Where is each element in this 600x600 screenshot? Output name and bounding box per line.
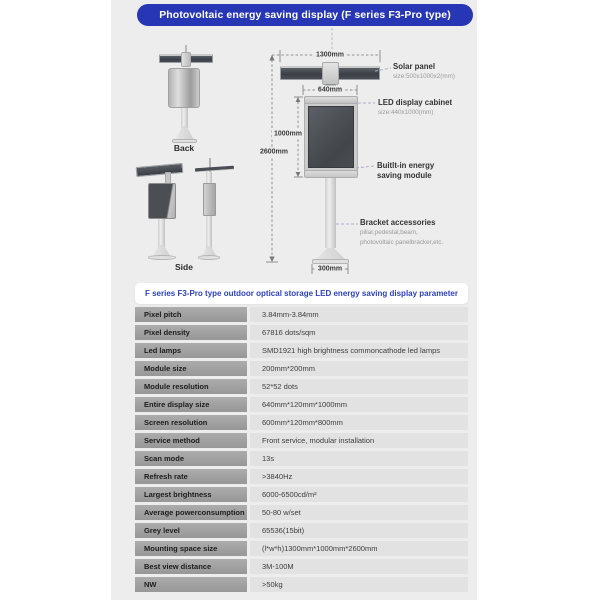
row-value: 600mm*120mm*800mm	[250, 415, 468, 430]
front-view-cabinet-bottom-cap	[304, 170, 358, 178]
row-label: Entire display size	[135, 397, 247, 412]
table-row	[135, 577, 468, 592]
side-view-left-cabinet	[148, 183, 176, 219]
table-row	[135, 433, 468, 448]
row-label: Module size	[135, 361, 247, 376]
annotation-solar-panel-title: Solar panel	[393, 62, 436, 71]
back-view-caption-text: Back	[173, 143, 195, 153]
row-value: (l*w*h)1300mm*1000mm*2600mm	[250, 541, 468, 556]
annotation-bracket-title: Bracket accessories	[360, 218, 436, 227]
back-view-solar-panel-right	[190, 54, 213, 63]
front-view-solar-mount	[322, 62, 339, 85]
side-view-caption-text: Side	[175, 262, 193, 272]
row-value: 3M-100M	[250, 559, 468, 574]
dim-total-height: 2600mm	[259, 148, 289, 156]
table-row	[135, 487, 468, 502]
side-view-right-cabinet	[203, 183, 216, 216]
back-view-solar-panel-left	[159, 54, 182, 63]
table-row	[135, 307, 468, 322]
row-label: Grey level	[135, 523, 247, 538]
row-label: Mounting space size	[135, 541, 247, 556]
table-row	[135, 325, 468, 340]
row-label: Refresh rate	[135, 469, 247, 484]
row-label: Best view distance	[135, 559, 247, 574]
row-value: >3840Hz	[250, 469, 468, 484]
spec-table	[135, 307, 468, 595]
row-label: Average powerconsumption	[135, 505, 247, 520]
row-label: Service method	[135, 433, 247, 448]
back-view-caption	[159, 143, 209, 153]
row-value: 200mm*200mm	[250, 361, 468, 376]
dim-solar-width: 1300mm	[315, 51, 345, 59]
table-row	[135, 541, 468, 556]
table-row	[135, 361, 468, 376]
annotation-bracket-sub2: photovoltaic panelbracker,etc.	[360, 239, 444, 246]
front-view-led-screen	[308, 106, 354, 168]
row-value: 13s	[250, 451, 468, 466]
parameter-table-title-text: F series F3-Pro type outdoor optical storage LED energy saving display parameter	[145, 289, 458, 298]
row-label: Pixel pitch	[135, 307, 247, 322]
front-view-solar-panel-right	[337, 66, 380, 80]
row-label: Module resolution	[135, 379, 247, 394]
table-row	[135, 379, 468, 394]
page-title	[137, 4, 473, 26]
row-label: Pixel density	[135, 325, 247, 340]
table-row	[135, 451, 468, 466]
front-view-solar-panel-left	[280, 66, 324, 80]
row-value: 640mm*120mm*1000mm	[250, 397, 468, 412]
table-row	[135, 559, 468, 574]
row-value: >50kg	[250, 577, 468, 592]
front-view-pole	[325, 178, 336, 248]
annotation-energy-module-title: Buitlt-in energy saving module	[377, 161, 435, 180]
row-value: 52*52 dots	[250, 379, 468, 394]
front-view-base-plate	[312, 259, 349, 264]
row-label: NW	[135, 577, 247, 592]
table-row	[135, 523, 468, 538]
row-value: 6000-6500cd/m²	[250, 487, 468, 502]
row-value: SMD1921 high brightness commoncathode led lamps	[250, 343, 468, 358]
side-view-left-pole	[158, 219, 165, 247]
table-row	[135, 343, 468, 358]
row-label: Screen resolution	[135, 415, 247, 430]
row-label: Scan mode	[135, 451, 247, 466]
annotation-led-cabinet-title: LED display cabinet	[378, 98, 453, 107]
annotation-solar-panel-size: size:500x1000x2(mm)	[393, 73, 455, 80]
back-view-mount	[181, 52, 191, 67]
back-view-pole	[181, 108, 188, 128]
table-row	[135, 469, 468, 484]
table-row	[135, 415, 468, 430]
row-value: 65536(15bit)	[250, 523, 468, 538]
row-label: Led lamps	[135, 343, 247, 358]
table-row	[135, 397, 468, 412]
row-value: 3.84mm-3.84mm	[250, 307, 468, 322]
annotation-led-cabinet-size: size:440x1000(mm)	[378, 109, 434, 116]
dim-base-width: 300mm	[317, 265, 343, 273]
side-view-caption	[159, 262, 209, 272]
row-value: 67816 dots/sqm	[250, 325, 468, 340]
dim-cabinet-height: 1000mm	[273, 130, 303, 138]
table-row	[135, 505, 468, 520]
side-view-right-base-plate	[198, 255, 220, 260]
row-value: Front service, modular installation	[250, 433, 468, 448]
side-view-left-base-plate	[148, 255, 176, 260]
dim-cabinet-width: 640mm	[317, 86, 343, 94]
annotation-bracket-sub1: pillar,pedestal,beam,	[360, 229, 418, 236]
row-value: 50-80 w/set	[250, 505, 468, 520]
back-view-cabinet	[168, 68, 200, 108]
page-title-text: Photovoltaic energy saving display (F series F3-Pro type)	[159, 9, 451, 21]
row-label: Largest brightness	[135, 487, 247, 502]
parameter-table-title	[135, 283, 468, 304]
